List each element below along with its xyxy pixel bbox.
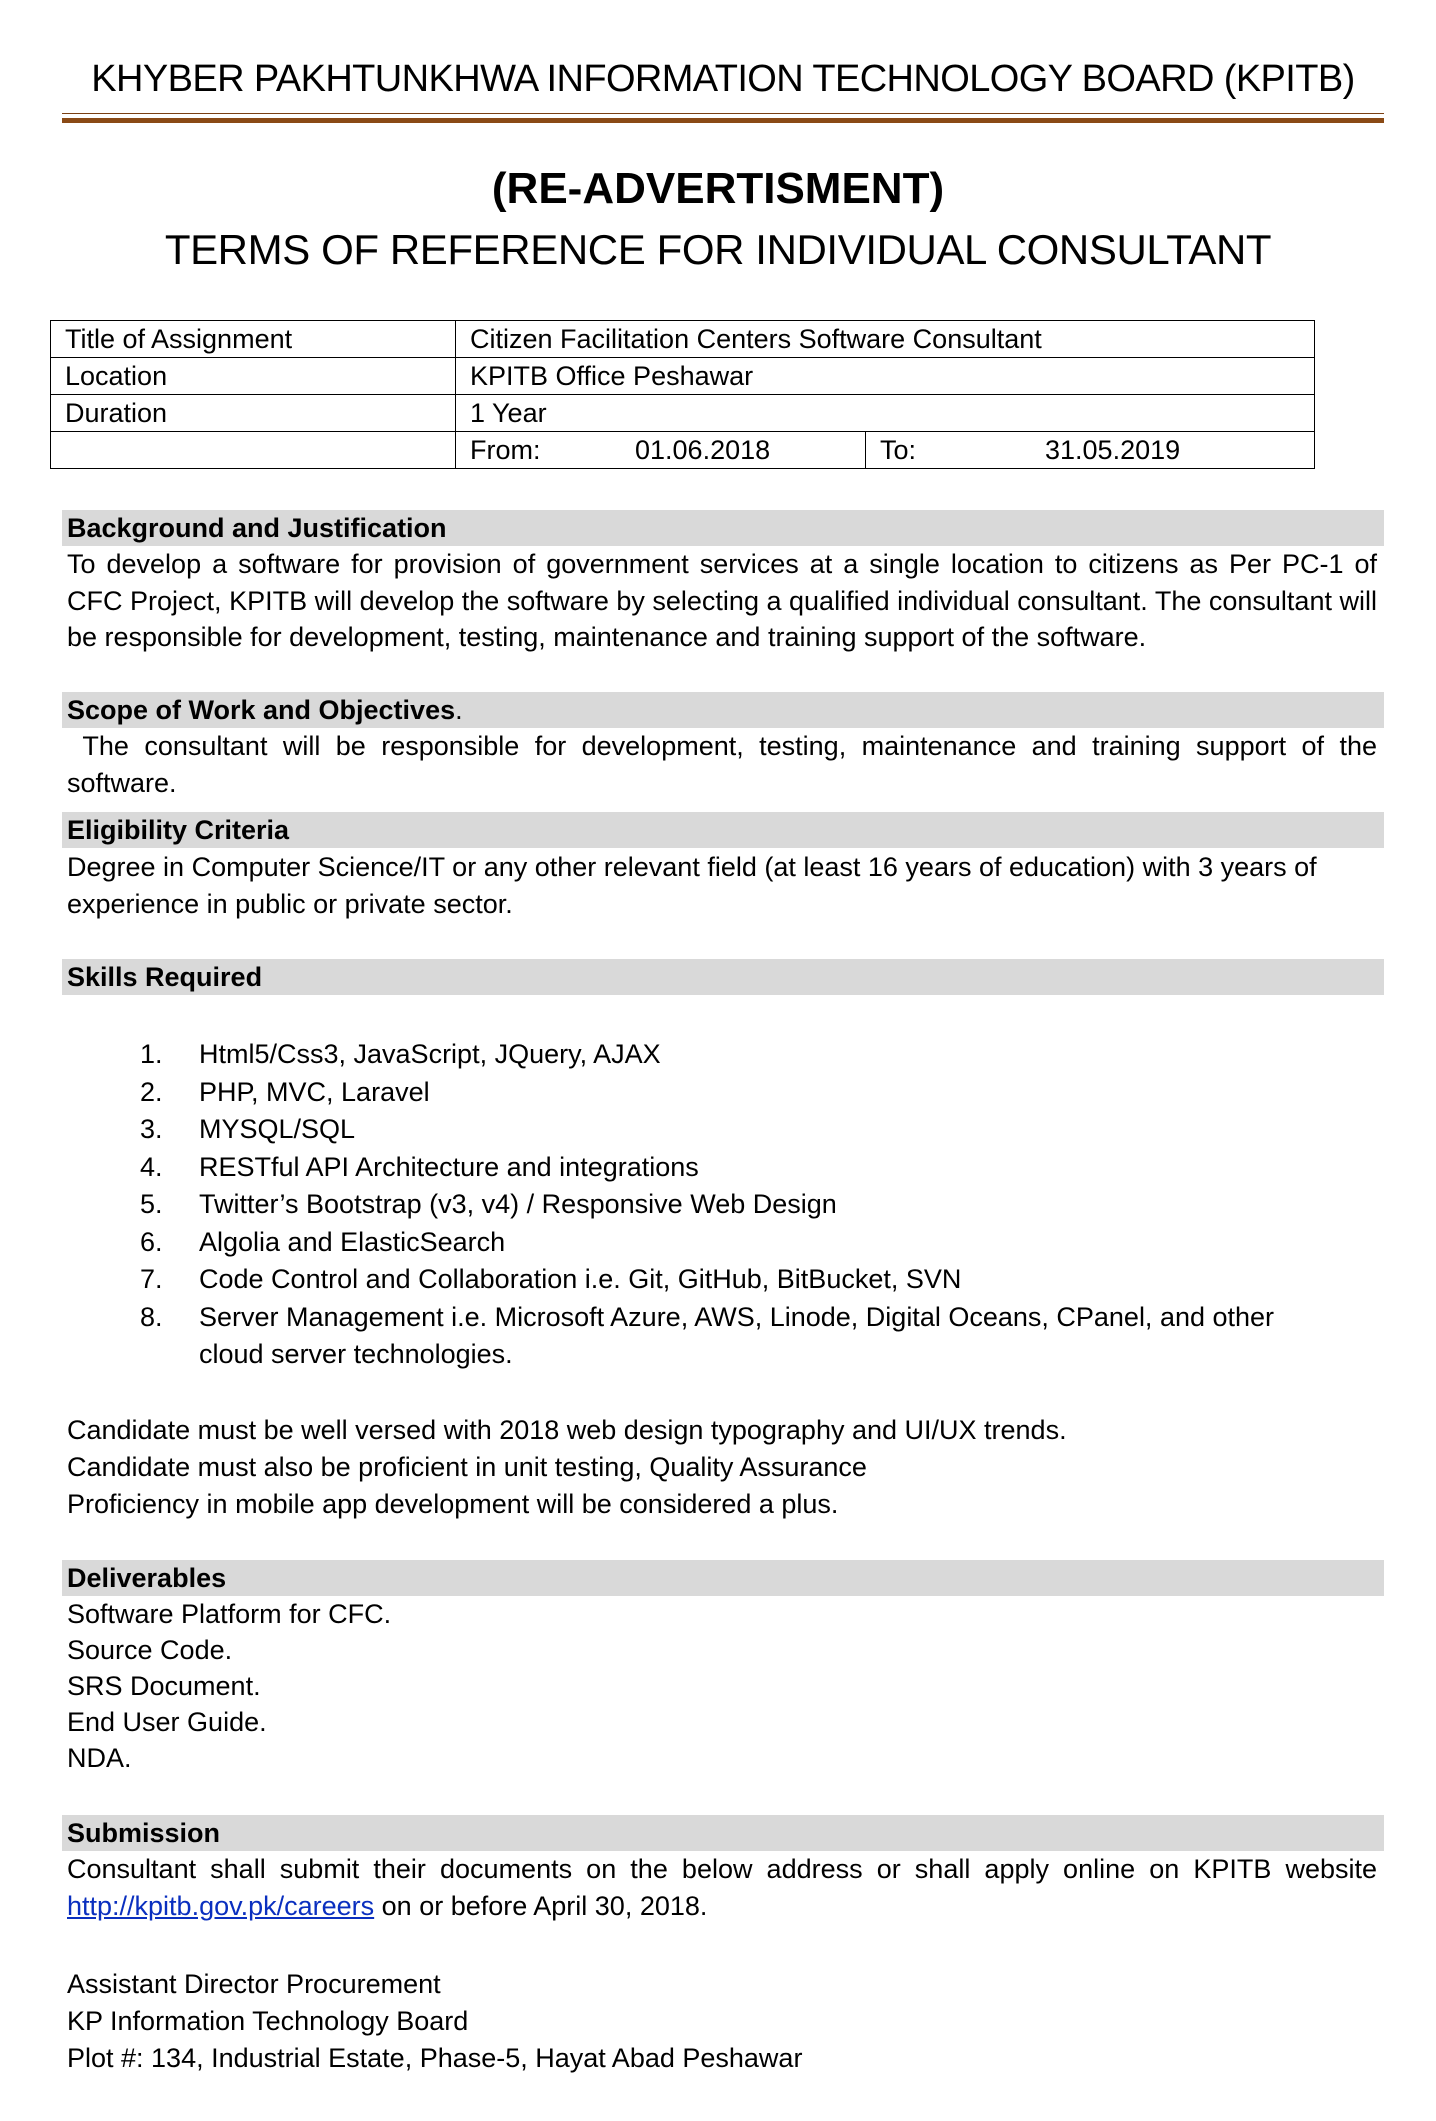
table-row [51,321,1315,358]
list-number: 5. [140,1189,163,1219]
from-date-cell [456,432,866,469]
careers-link[interactable]: http://kpitb.gov.pk/careers [67,1891,375,1921]
skill-text: RESTful API Architecture and integrations [199,1151,699,1182]
address-line: Assistant Director Procurement [67,1969,441,1999]
eligibility-heading: Eligibility Criteria [67,815,290,845]
document-title: (RE-ADVERTISMENT) [491,164,945,213]
deliverables-section-bar [62,1560,1384,1596]
background-text: To develop a software for provision of government services at a single location to citizens as Per PC-1 of CFC Project, KPITB will develop the software by selecting a qualified individual consultant. The consultant will be responsible for development, testing, maintenance and training support of the software. [67,549,1377,652]
scope-text: The consultant will be responsible for development, testing, maintenance and training support of the software. [67,731,1385,798]
skills-note: Candidate must be well versed with 2018 web design typography and UI/UX trends. [67,1415,1067,1445]
eligibility-text: Degree in Computer Science/IT or any other relevant field (at least 16 years of education) with 3 years of experience in public or private sector. [67,852,1317,919]
deliverables-heading: Deliverables [67,1563,227,1593]
to-date: 31.05.2019 [1045,434,1181,465]
skill-text: Server Management i.e. Microsoft Azure, AWS, Linode, Digital Oceans, CPanel, and other cloud server technologies. [199,1301,1275,1369]
list-item [140,1299,1340,1374]
deliverable-item: End User Guide. [67,1707,267,1737]
assignment-title-value: Citizen Facilitation Centers Software Consultant [456,321,1315,358]
deliverable-item: Software Platform for CFC. [67,1599,392,1629]
background-heading: Background and Justification [67,513,447,543]
submission-deadline: on or before April 30, 2018. [374,1891,708,1921]
to-label: To: [880,434,917,465]
skill-text: PHP, MVC, Laravel [199,1076,430,1107]
location-value: KPITB Office Peshawar [456,358,1315,395]
from-date: 01.06.2018 [635,434,771,465]
empty-cell [51,432,456,469]
skill-text: Html5/Css3, JavaScript, JQuery, AJAX [199,1039,661,1069]
document-subtitle: TERMS OF REFERENCE FOR INDIVIDUAL CONSULTANT [164,226,1272,273]
skills-list [140,1036,1340,1374]
list-item [140,1149,1340,1187]
list-number: 1. [140,1039,163,1069]
skills-heading: Skills Required [67,962,263,992]
table-row [51,432,1315,469]
list-item [140,1186,1340,1224]
skill-text: MYSQL/SQL [199,1114,356,1144]
location-label: Location [51,358,456,395]
list-number: 7. [140,1264,163,1294]
scope-heading-wrap [67,692,463,728]
address-line: KP Information Technology Board [67,2006,469,2036]
address-line: Plot #: 134, Industrial Estate, Phase-5, Hayat Abad Peshawar [67,2043,803,2073]
organization-header: KHYBER PAKHTUNKHWA INFORMATION TECHNOLOGY BOARD (KPITB) [91,58,1355,100]
deliverable-item: SRS Document. [67,1671,261,1701]
duration-value: 1 Year [456,395,1315,432]
assignment-title-label: Title of Assignment [51,321,456,358]
list-number: 6. [140,1226,163,1257]
list-number: 3. [140,1114,163,1144]
submission-link-line [67,1888,707,1924]
skill-text: Code Control and Collaboration i.e. Git, GitHub, BitBucket, SVN [199,1264,962,1294]
list-item [140,1074,1340,1112]
submission-heading: Submission [67,1818,221,1848]
list-item [140,1111,1340,1149]
header-rule-thick [62,118,1384,123]
deliverable-item: NDA. [67,1743,132,1773]
to-date-cell [866,432,1315,469]
list-item [140,1261,1340,1299]
submission-text: Consultant shall submit their documents on the below address or shall apply online on KPITB website [67,1854,1377,1884]
skills-note: Candidate must also be proficient in unit testing, Quality Assurance [67,1452,867,1482]
from-label: From: [470,434,541,465]
deliverable-item: Source Code. [67,1635,233,1665]
table-row [51,395,1315,432]
list-item [140,1036,1340,1074]
header-rule-thin [62,113,1384,114]
list-number: 2. [140,1076,163,1107]
scope-heading-suffix: . [455,695,463,725]
scope-heading: Scope of Work and Objectives [67,695,456,725]
assignment-info-table [50,320,1315,469]
duration-label: Duration [51,395,456,432]
skills-note: Proficiency in mobile app development will be considered a plus. [67,1489,839,1519]
list-number: 8. [140,1301,163,1332]
table-row [51,358,1315,395]
list-item [140,1224,1340,1262]
list-number: 4. [140,1151,163,1182]
submission-section-bar [62,1815,1384,1851]
skill-text: Algolia and ElasticSearch [199,1226,506,1257]
skill-text: Twitter’s Bootstrap (v3, v4) / Responsive Web Design [199,1189,837,1219]
